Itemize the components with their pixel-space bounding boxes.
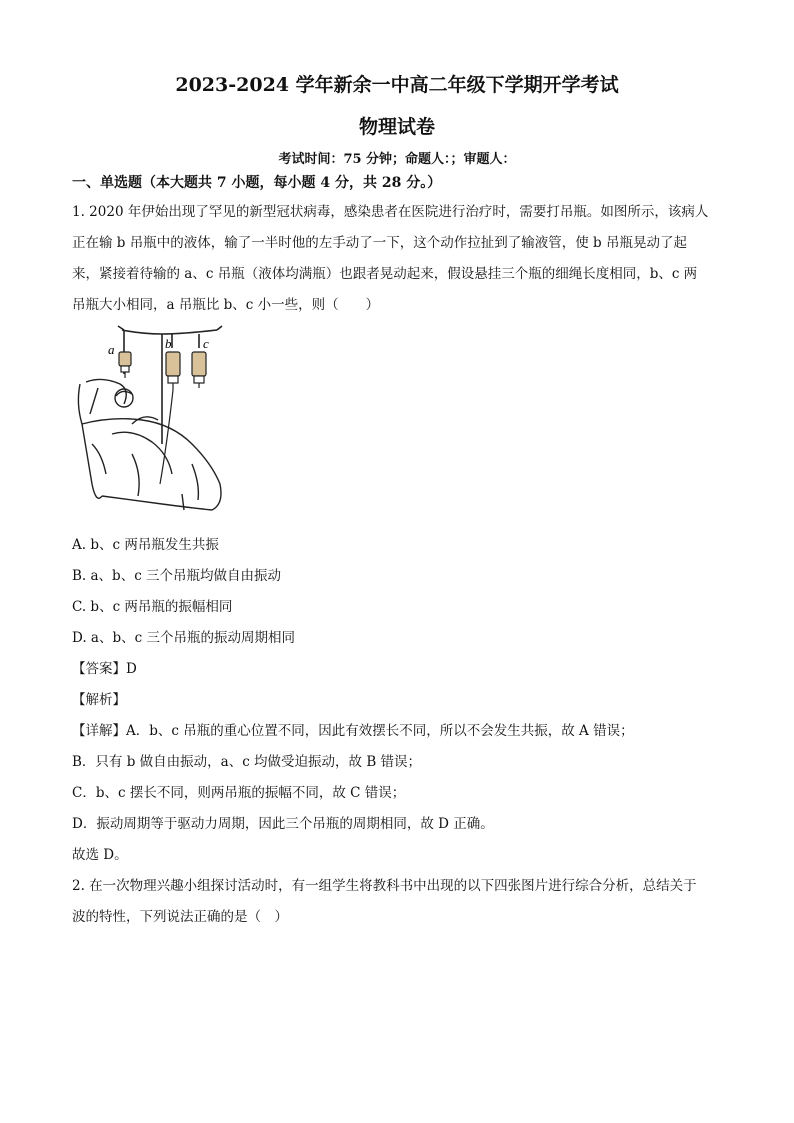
figure-label-b: b xyxy=(165,336,172,351)
q1-explanation-line-3: C．b、c 摆长不同，则两吊瓶的振幅不同，故 C 错误； xyxy=(72,785,406,801)
q1-option-b: B. a、b、c 三个吊瓶均做自由振动 xyxy=(72,568,282,584)
q1-line-2: 正在输 b 吊瓶中的液体，输了一半时他的左手动了一下，这个动作拉扯到了输液管，使 b 吊瓶晃动了起 xyxy=(72,235,687,251)
q1-explanation-line-4: D．振动周期等于驱动力周期，因此三个吊瓶的周期相同，故 D 正确。 xyxy=(72,816,494,832)
q2-line-1: 2. 在一次物理兴趣小组探讨活动时，有一组学生将教科书中出现的以下四张图片进行综合分析，总结关于 xyxy=(72,878,697,894)
exam-meta: 考试时间：75 分钟；命题人：；审题人： xyxy=(278,152,516,167)
q1-line-3: 来，紧接着待输的 a、c 吊瓶（液体均满瓶）也跟者晃动起来，假设悬挂三个瓶的细绳长度相同，b、c 两 xyxy=(72,266,698,282)
exam-subtitle: 物理试卷 xyxy=(358,116,435,138)
q1-option-c: C. b、c 两吊瓶的振幅相同 xyxy=(72,599,233,615)
q1-option-d: D. a、b、c 三个吊瓶的振动周期相同 xyxy=(72,630,295,646)
q1-explanation-line-1: 【详解】A．b、c 吊瓶的重心位置不同，因此有效摆长不同，所以不会发生共振，故 A 错误； xyxy=(72,723,634,739)
section-heading: 一、单选题（本大题共 7 小题，每小题 4 分，共 28 分。） xyxy=(72,175,442,191)
q1-line-1: 1. 2020 年伊始出现了罕见的新型冠状病毒，感染患者在医院进行治疗时，需要打吊瓶。如图所示，该病人 xyxy=(72,204,709,220)
q1-explanation-line-2: B．只有 b 做自由振动，a、c 均做受迫振动，故 B 错误； xyxy=(72,754,422,770)
patient-bed-sketch xyxy=(78,379,221,510)
q2-line-2: 波的特性，下列说法正确的是（ ） xyxy=(72,909,288,925)
q1-analysis-label: 【解析】 xyxy=(72,692,126,708)
iv-bottles-figure xyxy=(72,324,242,520)
exam-title: 2023-2024 学年新余一中高二年级下学期开学考试 xyxy=(175,74,619,96)
q1-line-4: 吊瓶大小相同，a 吊瓶比 b、c 小一些，则（ ） xyxy=(72,297,380,313)
q1-explanation-line-5: 故选 D。 xyxy=(72,847,128,863)
figure-label-c: c xyxy=(203,336,209,351)
bottle-c xyxy=(192,352,206,388)
figure-label-a: a xyxy=(108,342,115,357)
q1-answer: 【答案】D xyxy=(72,661,137,677)
bottle-a xyxy=(119,352,131,378)
q1-option-a: A. b、c 两吊瓶发生共振 xyxy=(72,537,219,553)
bottle-b xyxy=(160,352,180,484)
